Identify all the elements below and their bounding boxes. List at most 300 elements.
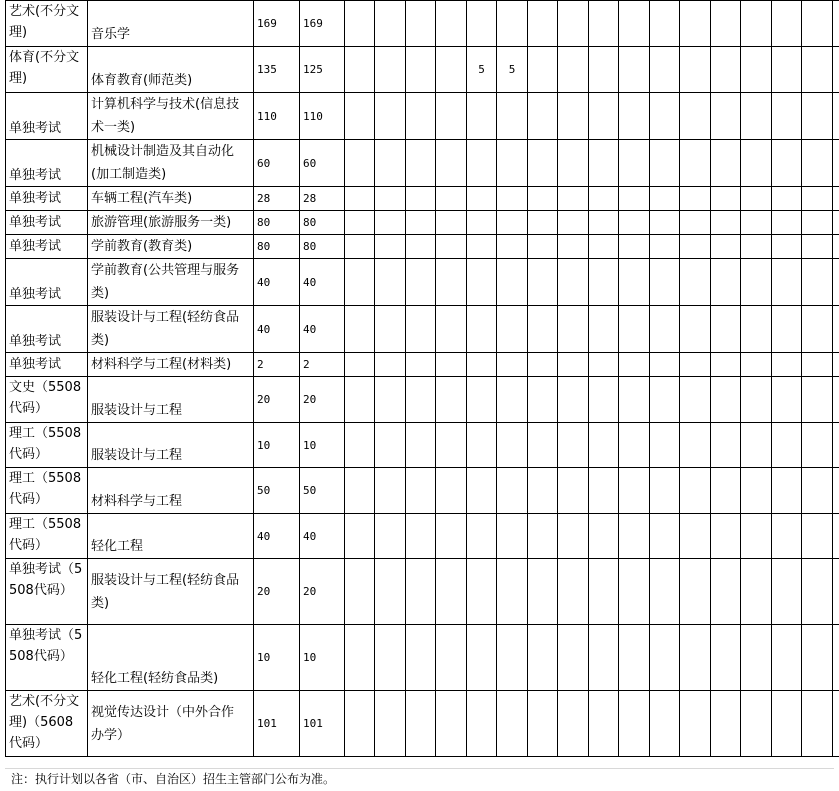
category-cell: [6, 211, 88, 235]
empty-cell: [436, 235, 467, 259]
sub-count-cell: 5: [467, 47, 497, 93]
actual-count-cell: 101: [300, 691, 345, 757]
category-text: 单独考试: [9, 357, 62, 372]
empty-cell: [345, 235, 375, 259]
empty-cell: [680, 468, 711, 514]
plan-count-cell: 40: [254, 259, 300, 306]
empty-cell: [802, 187, 833, 211]
major-text: 学前教育(教育类): [91, 239, 193, 254]
empty-cell: [680, 93, 711, 140]
empty-cell: [375, 47, 406, 93]
admission-plan-table: [5, 0, 839, 757]
empty-cell: [558, 1, 589, 47]
empty-cell: [558, 625, 589, 691]
empty-cell: [375, 559, 406, 625]
plan-count-cell: 110: [254, 93, 300, 140]
table-row: [6, 93, 839, 140]
empty-cell: [375, 1, 406, 47]
empty-cell: [833, 211, 839, 235]
empty-cell: [345, 514, 375, 559]
sub-count-cell: 5: [497, 47, 528, 93]
empty-cell: [345, 211, 375, 235]
empty-cell: [802, 353, 833, 377]
empty-cell: [650, 187, 680, 211]
empty-cell: [345, 625, 375, 691]
empty-cell: [589, 468, 619, 514]
empty-cell: [375, 140, 406, 187]
empty-cell: [619, 93, 650, 140]
empty-cell: [345, 559, 375, 625]
empty-cell: [619, 187, 650, 211]
table-row: [6, 306, 839, 353]
empty-cell: [741, 559, 772, 625]
empty-cell: [528, 377, 558, 423]
empty-cell: [772, 187, 802, 211]
empty-cell: [589, 47, 619, 93]
table-row: [6, 353, 839, 377]
empty-cell: [589, 514, 619, 559]
table-body: [6, 1, 839, 757]
empty-cell: [741, 140, 772, 187]
empty-cell: [436, 93, 467, 140]
category-text: 艺术(不分文理)（5608代码）: [9, 694, 80, 751]
empty-cell: [558, 259, 589, 306]
category-cell: [6, 691, 88, 757]
empty-cell: [558, 353, 589, 377]
empty-cell: [558, 93, 589, 140]
plan-count-cell: 135: [254, 47, 300, 93]
empty-cell: [650, 211, 680, 235]
empty-cell: [558, 514, 589, 559]
empty-cell: [589, 140, 619, 187]
empty-cell: [436, 259, 467, 306]
category-cell: [6, 559, 88, 625]
major-text: 服装设计与工程: [91, 403, 183, 418]
category-text: 单独考试（5508代码）: [9, 628, 83, 664]
major-text: 机械设计制造及其自动化(加工制造类): [91, 144, 235, 182]
empty-cell: [375, 235, 406, 259]
category-cell: [6, 468, 88, 514]
major-cell: [88, 468, 254, 514]
empty-cell: [558, 423, 589, 468]
empty-cell: [375, 625, 406, 691]
empty-cell: [741, 1, 772, 47]
empty-cell: [680, 306, 711, 353]
empty-cell: [741, 625, 772, 691]
category-text: 理工（5508代码）: [9, 426, 82, 462]
empty-cell: [680, 691, 711, 757]
empty-cell: [711, 468, 741, 514]
empty-cell: [345, 1, 375, 47]
category-cell: [6, 377, 88, 423]
empty-cell: [833, 187, 839, 211]
empty-cell: [558, 691, 589, 757]
major-cell: [88, 47, 254, 93]
empty-cell: [741, 47, 772, 93]
sub-count-cell: [467, 93, 497, 140]
empty-cell: [650, 140, 680, 187]
empty-cell: [650, 47, 680, 93]
empty-cell: [436, 1, 467, 47]
empty-cell: [802, 93, 833, 140]
major-text: 体育教育(师范类): [91, 73, 193, 88]
empty-cell: [741, 468, 772, 514]
admission-plan-table-container: [5, 0, 839, 757]
empty-cell: [406, 1, 436, 47]
empty-cell: [772, 306, 802, 353]
empty-cell: [711, 423, 741, 468]
empty-cell: [802, 423, 833, 468]
plan-count-cell: 169: [254, 1, 300, 47]
empty-cell: [802, 1, 833, 47]
empty-cell: [772, 47, 802, 93]
actual-count-cell: 20: [300, 377, 345, 423]
sub-count-cell: [497, 468, 528, 514]
empty-cell: [375, 377, 406, 423]
empty-cell: [406, 423, 436, 468]
major-cell: [88, 93, 254, 140]
plan-count-cell: 10: [254, 423, 300, 468]
empty-cell: [528, 187, 558, 211]
empty-cell: [802, 691, 833, 757]
empty-cell: [436, 514, 467, 559]
empty-cell: [772, 559, 802, 625]
empty-cell: [619, 140, 650, 187]
table-row: [6, 47, 839, 93]
empty-cell: [375, 93, 406, 140]
category-cell: [6, 514, 88, 559]
empty-cell: [833, 235, 839, 259]
major-text: 轻化工程: [91, 539, 144, 554]
note-separator: [5, 748, 834, 769]
empty-cell: [436, 211, 467, 235]
sub-count-cell: [467, 259, 497, 306]
empty-cell: [802, 625, 833, 691]
category-text: 单独考试: [9, 168, 62, 183]
empty-cell: [711, 259, 741, 306]
empty-cell: [589, 211, 619, 235]
empty-cell: [375, 259, 406, 306]
empty-cell: [802, 514, 833, 559]
plan-count-cell: 60: [254, 140, 300, 187]
empty-cell: [558, 306, 589, 353]
category-cell: [6, 93, 88, 140]
empty-cell: [802, 377, 833, 423]
empty-cell: [711, 559, 741, 625]
empty-cell: [741, 377, 772, 423]
empty-cell: [345, 353, 375, 377]
major-text: 计算机科学与技术(信息技术一类): [91, 97, 240, 135]
empty-cell: [680, 1, 711, 47]
empty-cell: [650, 377, 680, 423]
empty-cell: [528, 211, 558, 235]
empty-cell: [833, 423, 839, 468]
empty-cell: [741, 187, 772, 211]
empty-cell: [772, 625, 802, 691]
sub-count-cell: [497, 93, 528, 140]
empty-cell: [833, 93, 839, 140]
empty-cell: [589, 187, 619, 211]
empty-cell: [711, 377, 741, 423]
empty-cell: [650, 306, 680, 353]
empty-cell: [436, 559, 467, 625]
empty-cell: [650, 423, 680, 468]
empty-cell: [436, 353, 467, 377]
empty-cell: [619, 1, 650, 47]
empty-cell: [558, 187, 589, 211]
empty-cell: [558, 47, 589, 93]
table-row: [6, 259, 839, 306]
empty-cell: [650, 93, 680, 140]
empty-cell: [436, 306, 467, 353]
major-cell: [88, 559, 254, 625]
empty-cell: [772, 235, 802, 259]
empty-cell: [680, 625, 711, 691]
empty-cell: [406, 47, 436, 93]
footnote: 注：执行计划以各省（市、自治区）招生主管部门公布为准。: [11, 772, 336, 786]
empty-cell: [619, 259, 650, 306]
empty-cell: [589, 93, 619, 140]
empty-cell: [406, 187, 436, 211]
empty-cell: [406, 514, 436, 559]
empty-cell: [528, 691, 558, 757]
empty-cell: [528, 235, 558, 259]
empty-cell: [680, 423, 711, 468]
empty-cell: [802, 211, 833, 235]
empty-cell: [741, 93, 772, 140]
empty-cell: [589, 235, 619, 259]
empty-cell: [680, 259, 711, 306]
table-row: [6, 514, 839, 559]
empty-cell: [589, 306, 619, 353]
actual-count-cell: 28: [300, 187, 345, 211]
category-cell: [6, 423, 88, 468]
empty-cell: [406, 211, 436, 235]
empty-cell: [375, 353, 406, 377]
empty-cell: [589, 559, 619, 625]
empty-cell: [528, 306, 558, 353]
empty-cell: [619, 47, 650, 93]
empty-cell: [680, 559, 711, 625]
empty-cell: [345, 47, 375, 93]
empty-cell: [619, 353, 650, 377]
category-cell: [6, 1, 88, 47]
empty-cell: [650, 259, 680, 306]
empty-cell: [528, 423, 558, 468]
empty-cell: [772, 423, 802, 468]
plan-count-cell: 80: [254, 211, 300, 235]
empty-cell: [528, 1, 558, 47]
empty-cell: [802, 559, 833, 625]
table-row: [6, 559, 839, 625]
empty-cell: [711, 140, 741, 187]
empty-cell: [406, 625, 436, 691]
sub-count-cell: [467, 235, 497, 259]
sub-count-cell: [497, 423, 528, 468]
empty-cell: [589, 377, 619, 423]
empty-cell: [436, 140, 467, 187]
major-text: 服装设计与工程: [91, 448, 183, 463]
sub-count-cell: [497, 306, 528, 353]
category-text: 单独考试: [9, 191, 62, 206]
empty-cell: [741, 211, 772, 235]
plan-count-cell: 10: [254, 625, 300, 691]
sub-count-cell: [497, 691, 528, 757]
empty-cell: [772, 1, 802, 47]
major-cell: [88, 423, 254, 468]
empty-cell: [680, 514, 711, 559]
empty-cell: [436, 691, 467, 757]
empty-cell: [650, 1, 680, 47]
major-cell: [88, 140, 254, 187]
empty-cell: [589, 259, 619, 306]
table-row: [6, 625, 839, 691]
empty-cell: [558, 140, 589, 187]
major-text: 旅游管理(旅游服务一类): [91, 215, 232, 230]
empty-cell: [833, 1, 839, 47]
plan-count-cell: 40: [254, 514, 300, 559]
empty-cell: [345, 259, 375, 306]
empty-cell: [589, 353, 619, 377]
empty-cell: [406, 691, 436, 757]
empty-cell: [406, 353, 436, 377]
category-cell: [6, 187, 88, 211]
sub-count-cell: [497, 559, 528, 625]
category-cell: [6, 625, 88, 691]
category-text: 体育(不分文理): [9, 50, 80, 86]
empty-cell: [833, 559, 839, 625]
empty-cell: [406, 559, 436, 625]
sub-count-cell: [497, 1, 528, 47]
empty-cell: [619, 306, 650, 353]
major-cell: [88, 235, 254, 259]
empty-cell: [619, 235, 650, 259]
actual-count-cell: 80: [300, 211, 345, 235]
actual-count-cell: 10: [300, 423, 345, 468]
sub-count-cell: [497, 211, 528, 235]
category-text: 单独考试: [9, 334, 62, 349]
empty-cell: [589, 625, 619, 691]
empty-cell: [528, 625, 558, 691]
empty-cell: [772, 93, 802, 140]
empty-cell: [711, 306, 741, 353]
actual-count-cell: 10: [300, 625, 345, 691]
actual-count-cell: 125: [300, 47, 345, 93]
empty-cell: [833, 514, 839, 559]
empty-cell: [375, 211, 406, 235]
empty-cell: [436, 187, 467, 211]
plan-count-cell: 20: [254, 377, 300, 423]
empty-cell: [772, 377, 802, 423]
empty-cell: [741, 514, 772, 559]
empty-cell: [375, 691, 406, 757]
major-text: 学前教育(公共管理与服务类): [91, 263, 240, 301]
empty-cell: [833, 140, 839, 187]
empty-cell: [772, 353, 802, 377]
empty-cell: [406, 93, 436, 140]
major-cell: [88, 353, 254, 377]
category-text: 单独考试: [9, 215, 62, 230]
empty-cell: [375, 187, 406, 211]
empty-cell: [711, 211, 741, 235]
empty-cell: [619, 468, 650, 514]
sub-count-cell: [497, 625, 528, 691]
table-row: [6, 468, 839, 514]
table-row: [6, 691, 839, 757]
plan-count-cell: 50: [254, 468, 300, 514]
empty-cell: [680, 47, 711, 93]
empty-cell: [375, 514, 406, 559]
empty-cell: [589, 423, 619, 468]
empty-cell: [558, 559, 589, 625]
empty-cell: [833, 47, 839, 93]
sub-count-cell: [497, 187, 528, 211]
category-text: 单独考试: [9, 121, 62, 136]
empty-cell: [345, 140, 375, 187]
sub-count-cell: [467, 468, 497, 514]
empty-cell: [650, 353, 680, 377]
category-text: 单独考试: [9, 287, 62, 302]
plan-count-cell: 101: [254, 691, 300, 757]
major-cell: [88, 211, 254, 235]
empty-cell: [558, 468, 589, 514]
table-row: [6, 235, 839, 259]
empty-cell: [528, 47, 558, 93]
sub-count-cell: [497, 140, 528, 187]
plan-count-cell: 80: [254, 235, 300, 259]
empty-cell: [680, 140, 711, 187]
empty-cell: [528, 259, 558, 306]
category-text: 艺术(不分文理): [9, 4, 80, 40]
sub-count-cell: [467, 625, 497, 691]
empty-cell: [833, 353, 839, 377]
major-cell: [88, 691, 254, 757]
empty-cell: [833, 468, 839, 514]
empty-cell: [711, 625, 741, 691]
empty-cell: [680, 211, 711, 235]
empty-cell: [650, 559, 680, 625]
empty-cell: [711, 353, 741, 377]
empty-cell: [619, 625, 650, 691]
actual-count-cell: 2: [300, 353, 345, 377]
sub-count-cell: [467, 140, 497, 187]
major-cell: [88, 306, 254, 353]
plan-count-cell: 2: [254, 353, 300, 377]
empty-cell: [650, 691, 680, 757]
empty-cell: [711, 691, 741, 757]
empty-cell: [680, 353, 711, 377]
empty-cell: [711, 47, 741, 93]
actual-count-cell: 169: [300, 1, 345, 47]
plan-count-cell: 20: [254, 559, 300, 625]
empty-cell: [741, 235, 772, 259]
table-row: [6, 140, 839, 187]
empty-cell: [589, 691, 619, 757]
empty-cell: [406, 259, 436, 306]
empty-cell: [619, 559, 650, 625]
empty-cell: [375, 468, 406, 514]
table-row: [6, 423, 839, 468]
empty-cell: [589, 1, 619, 47]
category-cell: [6, 235, 88, 259]
empty-cell: [833, 625, 839, 691]
major-text: 视觉传达设计（中外合作办学）: [91, 704, 235, 743]
major-text: 轻化工程(轻纺食品类): [91, 671, 219, 686]
empty-cell: [741, 423, 772, 468]
major-text: 材料科学与工程: [91, 494, 183, 509]
category-cell: [6, 259, 88, 306]
empty-cell: [406, 235, 436, 259]
